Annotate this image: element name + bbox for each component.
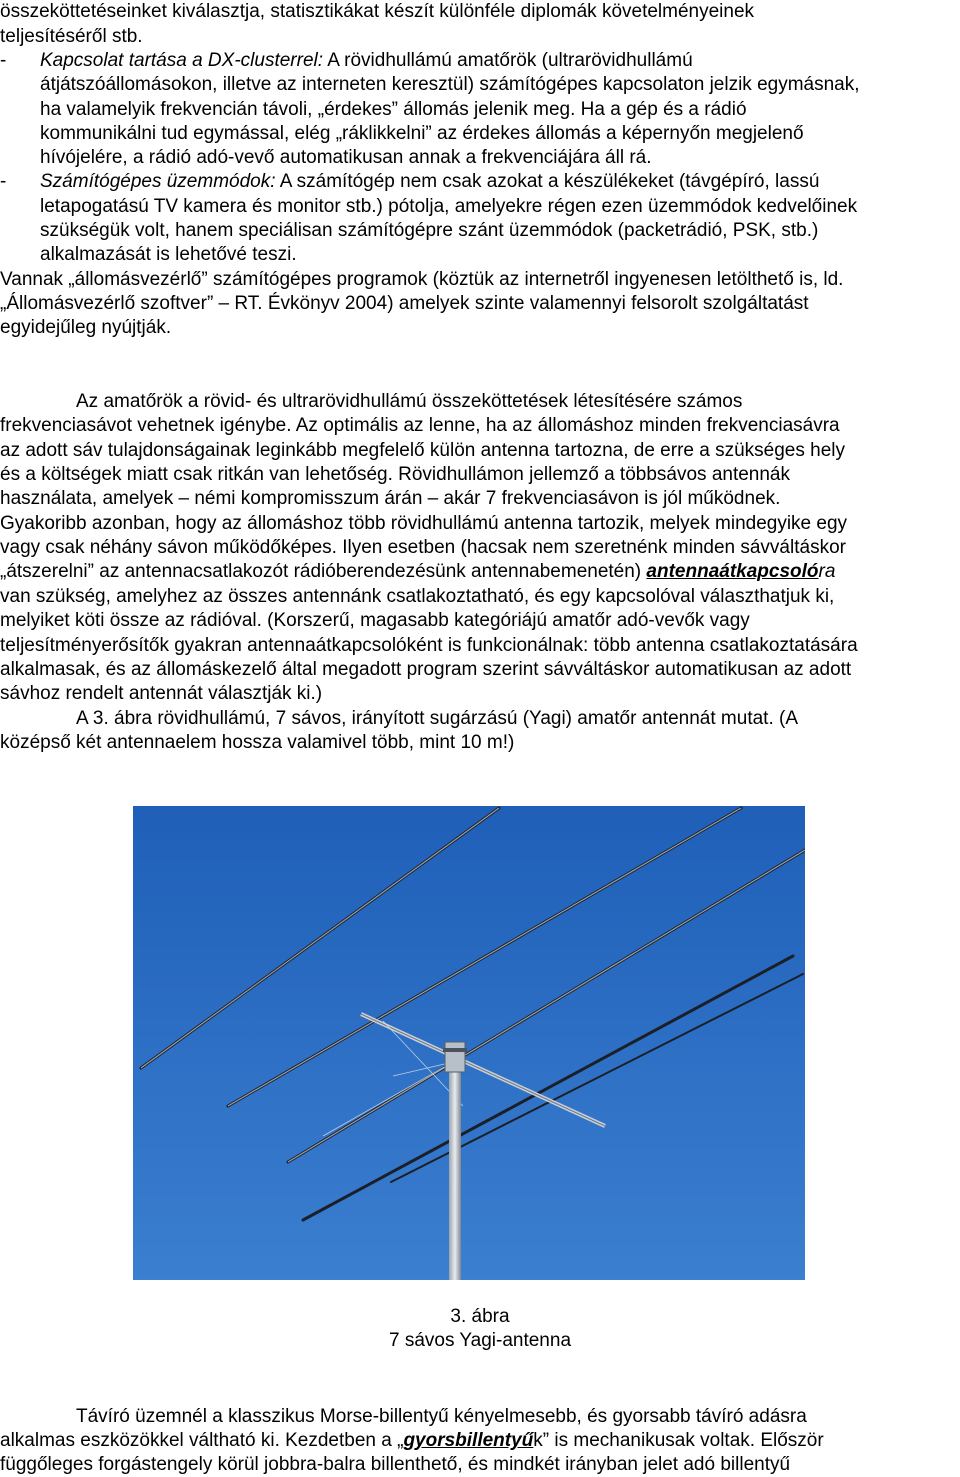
bullet-text: A rövidhullámú amatőrök (ultrarövidhullámú bbox=[323, 50, 693, 71]
bullet-dash: - bbox=[0, 50, 7, 71]
text-line: az adott sáv tulajdonságainak leginkább megfelelő külön antenna tartozna, de erre a szükséges hely bbox=[0, 440, 845, 461]
text-line: függőleges forgástengely körül jobbra-balra billenthető, és mindkét irányban jelet adó billentyű bbox=[0, 1454, 791, 1475]
text-line: frekvenciasávot vehetnek igénybe. Az optimális az lenne, ha az állomáshoz minden frekvenciasávra bbox=[0, 415, 840, 436]
text-line: Vannak „állomásvezérlő” számítógépes programok (köztük az internetről ingyenesen letölthető is, ld. bbox=[0, 269, 844, 290]
text-line bbox=[0, 560, 835, 584]
bullet-title: Számítógépes üzemmódok: bbox=[40, 171, 276, 192]
text-line: sávhoz rendelt antennát választják ki.) bbox=[0, 683, 323, 704]
text-span: alkalmas eszközökkel váltható ki. Kezdetben a „ bbox=[0, 1430, 404, 1451]
text-line: Gyakoribb azonban, hogy az állomáshoz több rövidhullámú antenna tartozik, melyek mindegyike egy bbox=[0, 513, 848, 534]
text-line: Távíró üzemnél a klasszikus Morse-billentyű kényelmesebb, és gyorsabb távíró adásra bbox=[76, 1406, 807, 1427]
bullet-item-dx-cluster bbox=[0, 49, 693, 73]
text-line: teljesítményerősítők gyakran antennaátkapcsolóként is funkcionálnak: több antenna csatlakoztatására bbox=[0, 635, 858, 656]
text-line: letapogatású TV kamera és monitor stb.) pótolja, amelyekre régen ezen üzemmódok kedvelőinek bbox=[40, 196, 858, 217]
text-line: összeköttetéseinket kiválasztja, statisztikákat készít különféle diplomák követelményeinek bbox=[0, 1, 755, 22]
text-line: középső két antennaelem hossza valamivel több, mint 10 m!) bbox=[0, 732, 515, 753]
text-line: A 3. ábra rövidhullámú, 7 sávos, irányított sugárzású (Yagi) amatőr antennát mutat. (A bbox=[76, 708, 799, 729]
figure-caption: 7 sávos Yagi-antenna bbox=[388, 1330, 572, 1351]
text-line: szükségük volt, hanem speciálisan számítógépre szánt üzemmódok (packetrádió, PSK, stb.) bbox=[40, 220, 819, 241]
text-line: kommunikálni tud egymással, elég „ráklikkelni” az érdekes állomás a képernyőn megjelenő bbox=[40, 123, 804, 144]
text-line: hívójelére, a rádió adó-vevő automatikusan annak a frekvenciájára áll rá. bbox=[40, 147, 652, 168]
text-line: és a költségek miatt csak ritkán van lehetőség. Rövidhullámon jellemző a többsávos antennák bbox=[0, 464, 790, 485]
text-line: „Állomásvezérlő szoftver” – RT. Évkönyv 2004) amelyek szinte valamennyi felsorolt szolgáltatást bbox=[0, 293, 809, 314]
text-span: k” is mechanikusak voltak. Először bbox=[533, 1430, 824, 1451]
text-line: ha valamelyik frekvencián távoli, „érdekes” állomás jelenik meg. Ha a gép és a rádió bbox=[40, 99, 747, 120]
yagi-antenna-photo bbox=[133, 806, 805, 1280]
text-line: átjátszóállomásokon, illetve az interneten keresztül) számítógépes kapcsolaton jelzik egymásnak, bbox=[40, 74, 860, 95]
bullet-dash: - bbox=[0, 171, 7, 192]
sky-background bbox=[133, 806, 805, 1280]
antenna-mast bbox=[449, 1042, 461, 1280]
text-line: Az amatőrök a rövid- és ultrarövidhullámú összeköttetések létesítésére számos bbox=[76, 391, 743, 412]
emphasis-term: antennaátkapcsoló bbox=[646, 561, 819, 582]
text-line: teljesítéséről stb. bbox=[0, 26, 143, 47]
bullet-text: A számítógép nem csak azokat a készülékeket (távgépíró, lassú bbox=[275, 171, 820, 192]
bullet-item-computer-modes bbox=[0, 170, 820, 194]
text-line bbox=[0, 1429, 824, 1453]
text-line: van szükség, amelyhez az összes antennánk csatlakoztatható, és egy kapcsolóval választhatjuk ki, bbox=[0, 586, 835, 607]
text-line: vagy csak néhány sávon működőképes. Ilyen esetben (hacsak nem szeretnénk minden sávváltáskor bbox=[0, 537, 846, 558]
text-line: használata, amelyek – némi kompromisszum árán – akár 7 frekvenciasávon is jól működnek. bbox=[0, 488, 781, 509]
text-line: alkalmasak, és az állomáskezelő által megadott program szerint sávváltáskor automatikusan az adott bbox=[0, 659, 852, 680]
text-line: egyidejűleg nyújtják. bbox=[0, 317, 172, 338]
text-span: ra bbox=[818, 561, 836, 582]
text-line: melyiket köti össze az rádióval. (Korszerű, magasabb kategóriájú amatőr adó-vevők vagy bbox=[0, 610, 750, 631]
emphasis-term: gyorsbillentyű bbox=[403, 1430, 534, 1451]
text-span: „átszerelni” az antennacsatlakozót rádióberendezésünk antennabemenetén) bbox=[0, 561, 647, 582]
bullet-title: Kapcsolat tartása a DX-clusterrel: bbox=[40, 50, 324, 71]
text-line: alkalmazását is lehetővé teszi. bbox=[40, 244, 297, 265]
figure-label: 3. ábra bbox=[450, 1306, 510, 1327]
